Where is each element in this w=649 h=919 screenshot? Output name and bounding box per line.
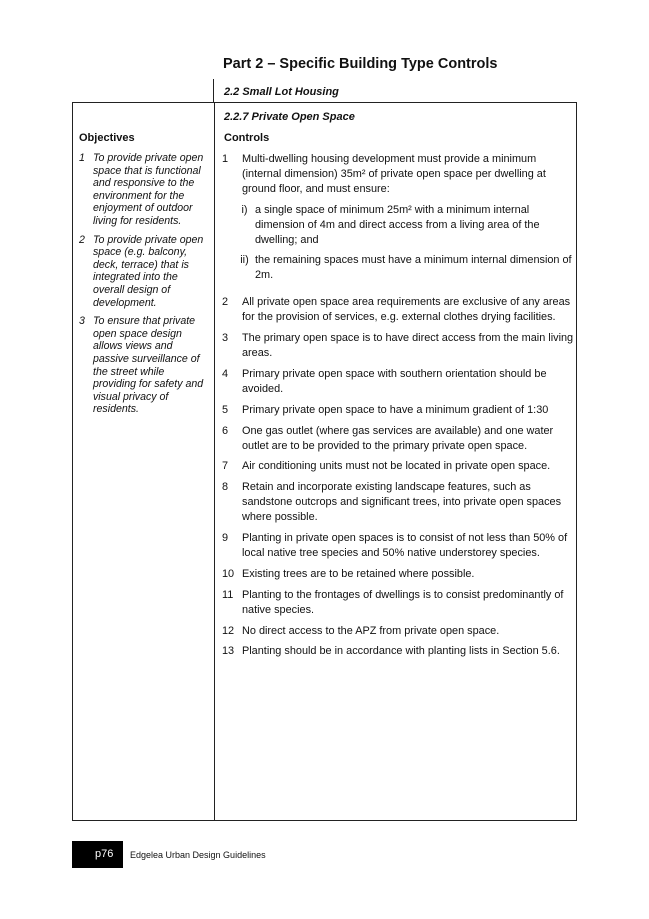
control-number: 3 — [222, 332, 229, 345]
column-divider — [214, 103, 215, 820]
subitem-number: i) — [241, 203, 248, 216]
objective-number: 3 — [79, 315, 85, 328]
control-number: 1 — [222, 153, 229, 165]
objectives-list — [79, 152, 209, 422]
control-text: Planting to the frontages of dwellings is to consist predominantly of native species. — [242, 588, 564, 616]
objective-text: To provide private open space (e.g. balcony, deck, terrace) that is integrated into the overall design of development. — [93, 233, 204, 309]
section-heading: 2.2 Small Lot Housing — [224, 86, 339, 98]
control-item — [222, 588, 574, 618]
objective-text: To ensure that private open space design allows views and passive surveillance of the street while providing for safety and visual privacy of residents. — [93, 315, 204, 416]
objectives-heading: Objectives — [79, 132, 135, 144]
control-text: No direct access to the APZ from private open space. — [242, 624, 500, 637]
objective-item — [79, 152, 209, 228]
control-text: The primary open space is to have direct access from the main living areas. — [242, 332, 574, 359]
subitem-text: a single space of minimum 25m² with a minimum internal dimension of 4m and direct access from a living area of the dwelling; and — [255, 203, 540, 246]
control-text: Primary private open space to have a minimum gradient of 1:30 — [242, 403, 549, 416]
control-item — [222, 403, 574, 418]
controls-list — [222, 152, 574, 665]
page-number: p76 — [95, 848, 114, 860]
control-number: 4 — [222, 367, 229, 380]
objective-text: To provide private open space that is functional and responsive to the environment for the enjoyment of outdoor living for residents. — [93, 152, 204, 227]
control-item — [222, 480, 574, 525]
control-text: Air conditioning units must not be located in private open space. — [242, 460, 551, 473]
control-text: One gas outlet (where gas services are available) and one water outlet are to be provided to the primary private open space. — [242, 424, 554, 452]
control-item — [222, 531, 574, 561]
control-item — [222, 644, 574, 659]
control-item — [222, 459, 574, 474]
control-subitems — [242, 203, 574, 284]
objective-item — [79, 315, 209, 416]
subitem-text: the remaining spaces must have a minimum internal dimension of 2m. — [255, 254, 572, 282]
control-item — [222, 152, 574, 289]
controls-heading: Controls — [224, 132, 270, 144]
control-text: Existing trees are to be retained where possible. — [242, 567, 475, 580]
objective-number: 1 — [79, 152, 85, 164]
control-text: Multi-dwelling housing development must provide a minimum (internal dimension) 35m² of private open space per dwelling at ground floor, and must ensure: — [242, 153, 546, 195]
control-number: 6 — [222, 424, 229, 437]
control-number: 8 — [222, 481, 229, 494]
page-title: Part 2 – Specific Building Type Controls — [223, 56, 498, 72]
subsection-heading: 2.2.7 Private Open Space — [224, 111, 355, 123]
subitem-number: ii) — [240, 254, 249, 267]
control-number: 7 — [222, 460, 229, 473]
control-text: Planting in private open spaces is to consist of not less than 50% of local native tree species and 50% native understorey species. — [242, 532, 568, 559]
objective-number: 2 — [79, 233, 85, 246]
control-number: 11 — [222, 588, 234, 601]
control-item — [222, 624, 574, 639]
control-subitem — [234, 203, 574, 248]
control-item — [222, 367, 574, 397]
control-item — [222, 295, 574, 325]
control-number: 10 — [222, 567, 235, 580]
control-number: 2 — [222, 296, 229, 309]
control-item — [222, 567, 574, 582]
control-number: 13 — [222, 645, 235, 658]
divider-line — [213, 79, 214, 103]
document-title: Edgelea Urban Design Guidelines — [130, 850, 266, 860]
control-text: Retain and incorporate existing landscape features, such as sandstone outcrops and significant trees, into private open spaces where possible. — [242, 481, 562, 524]
control-number: 12 — [222, 624, 235, 637]
control-item — [222, 331, 574, 361]
control-text: All private open space area requirements are exclusive of any areas for the provision of services, e.g. external clothes drying facilities. — [242, 296, 571, 324]
control-item — [222, 424, 574, 454]
control-number: 5 — [222, 403, 229, 416]
objective-item — [79, 234, 209, 310]
control-subitem — [234, 253, 574, 283]
control-text: Primary private open space with southern orientation should be avoided. — [242, 367, 547, 395]
control-text: Planting should be in accordance with planting lists in Section 5.6. — [242, 645, 560, 658]
control-number: 9 — [222, 532, 229, 545]
